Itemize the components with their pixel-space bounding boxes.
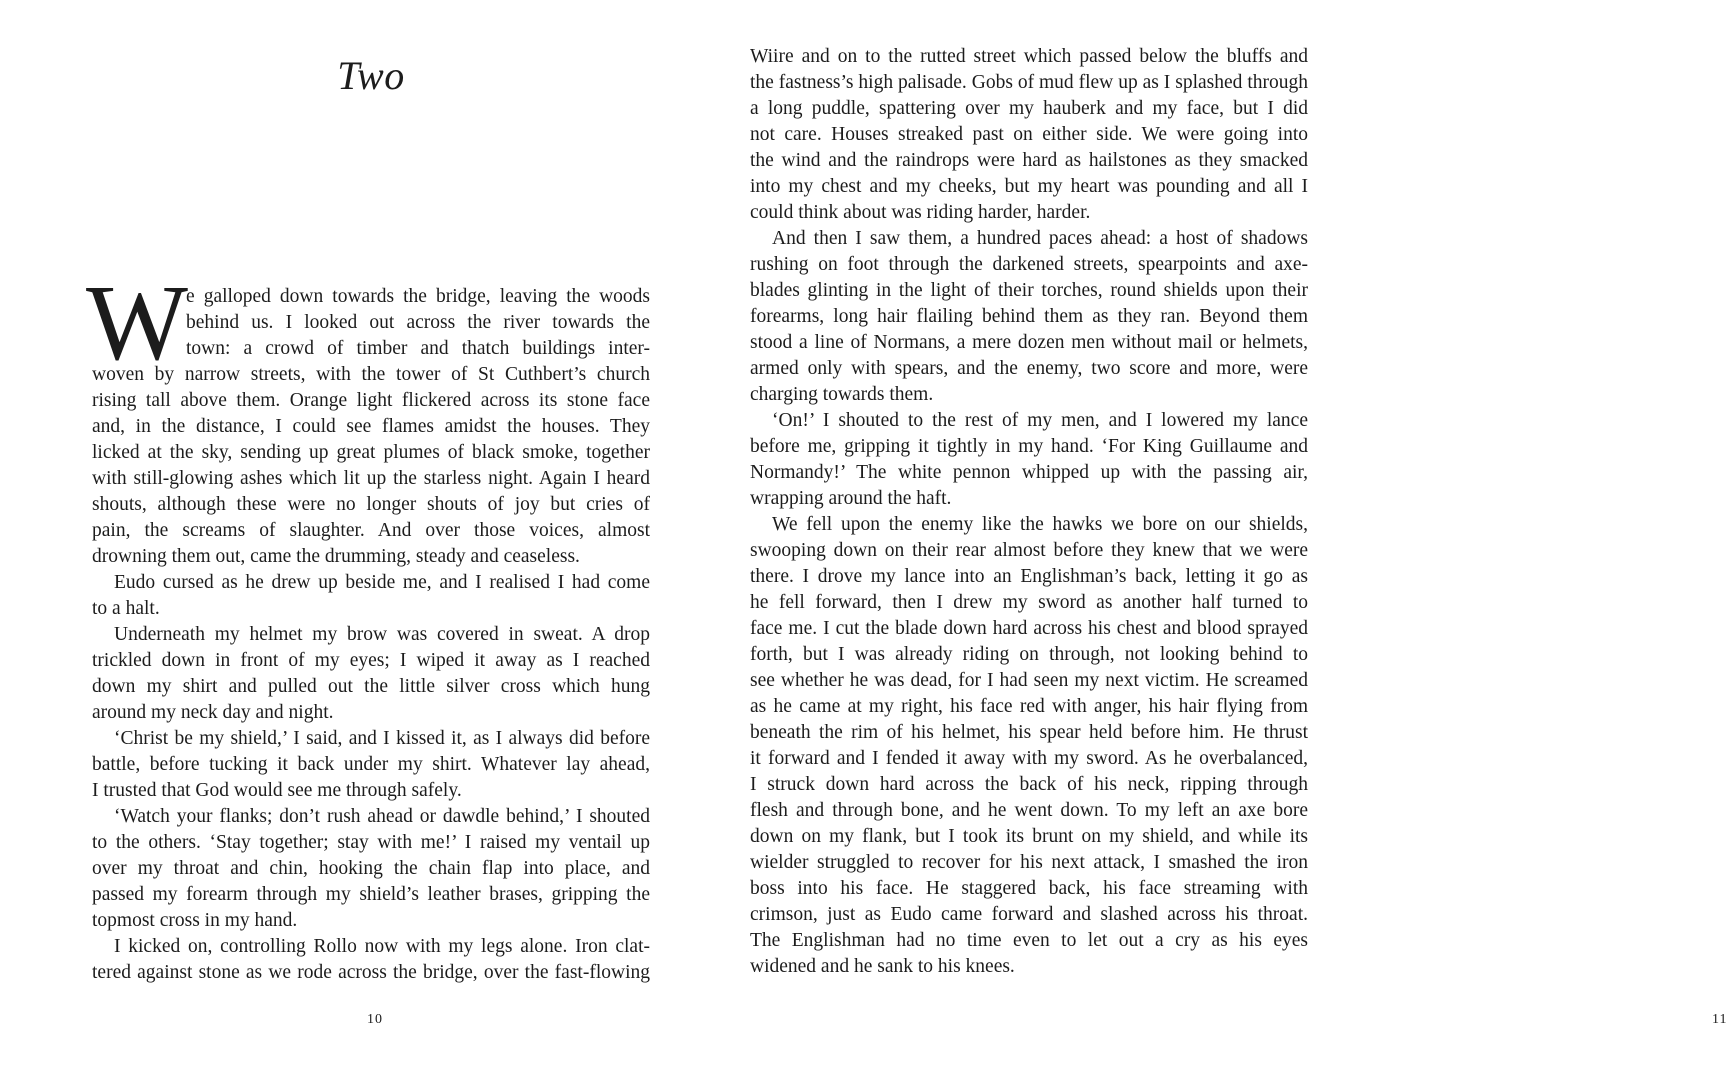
- text-line: rushing on foot through the darkened streets, spearpoints and axe-: [750, 254, 1308, 275]
- text-line: behind us. I looked out across the river towards the: [186, 312, 650, 333]
- text-line: to the others. ‘Stay together; stay with me!’ I raised my ventail up: [92, 832, 650, 853]
- drop-cap: W: [86, 264, 188, 383]
- text-line: Normandy!’ The white pennon whipped up with the passing air,: [750, 462, 1308, 483]
- text-line: Eudo cursed as he drew up beside me, and I realised I had come: [114, 572, 650, 593]
- page-number-left: 10: [367, 1012, 383, 1027]
- text-line: armed only with spears, and the enemy, two score and more, were: [750, 358, 1308, 379]
- text-line: the fastness’s high palisade. Gobs of mud flew up as I splashed through: [750, 72, 1308, 93]
- text-line: town: a crowd of timber and thatch buildings inter-: [186, 338, 650, 359]
- text-line: the wind and the raindrops were hard as hailstones as they smacked: [750, 150, 1308, 171]
- chapter-title: Two: [337, 53, 405, 98]
- text-line: it forward and I fended it away with my sword. As he overbalanced,: [750, 748, 1308, 769]
- text-line: with still-glowing ashes which lit up the starless night. Again I heard: [92, 468, 650, 489]
- text-line: We fell upon the enemy like the hawks we bore on our shields,: [772, 514, 1308, 535]
- text-line: he fell forward, then I drew my sword as another half turned to: [750, 592, 1308, 613]
- text-line: face me. I cut the blade down hard across his chest and blood sprayed: [750, 618, 1308, 639]
- text-line: tered against stone as we rode across the bridge, over the fast-flowing: [92, 962, 650, 983]
- text-line: over my throat and chin, hooking the chain flap into place, and: [92, 858, 650, 879]
- text-line: wielder struggled to recover for his next attack, I smashed the iron: [750, 852, 1308, 873]
- text-line: swooping down on their rear almost before they knew that we were: [750, 540, 1308, 561]
- text-line: woven by narrow streets, with the tower of St Cuthbert’s church: [92, 364, 650, 385]
- text-line: down on my flank, but I took its brunt on my shield, and while its: [750, 826, 1308, 847]
- text-line: ‘Watch your flanks; don’t rush ahead or dawdle behind,’ I shouted: [114, 806, 650, 827]
- text-line: Underneath my helmet my brow was covered in sweat. A drop: [114, 624, 650, 645]
- text-line: ‘On!’ I shouted to the rest of my men, and I lowered my lance: [772, 410, 1308, 431]
- text-line: as he came at my right, his face red with anger, his hair flying from: [750, 696, 1308, 717]
- text-line: drowning them out, came the drumming, steady and ceaseless.: [92, 546, 580, 567]
- text-line: around my neck day and night.: [92, 702, 334, 723]
- text-line: forth, but I was already riding on through, not looking behind to: [750, 644, 1308, 665]
- text-line: licked at the sky, sending up great plumes of black smoke, together: [92, 442, 650, 463]
- text-line: forearms, long hair flailing behind them as they ran. Beyond them: [750, 306, 1308, 327]
- text-line: battle, before tucking it back under my shirt. Whatever lay ahead,: [92, 754, 650, 775]
- text-line: see whether he was dead, for I had seen my next victim. He screamed: [750, 670, 1308, 691]
- right-page: [694, 0, 1727, 1080]
- left-page: [0, 0, 694, 1080]
- text-line: crimson, just as Eudo came forward and slashed across his throat.: [750, 904, 1308, 925]
- text-line: beneath the rim of his helmet, his spear held before him. He thrust: [750, 722, 1308, 743]
- text-line: before me, gripping it tightly in my hand. ‘For King Guillaume and: [750, 436, 1308, 457]
- text-line: And then I saw them, a hundred paces ahead: a host of shadows: [772, 228, 1308, 249]
- text-line: e galloped down towards the bridge, leaving the woods: [186, 286, 650, 307]
- left-page-text: [86, 264, 650, 986]
- text-line: there. I drove my lance into an Englishman’s back, letting it go as: [750, 566, 1308, 587]
- text-line: pain, the screams of slaughter. And over those voices, almost: [92, 520, 650, 541]
- text-line: I struck down hard across the back of his neck, ripping through: [750, 774, 1308, 795]
- text-line: flesh and through bone, and he went down. To my left an axe bore: [750, 800, 1308, 821]
- text-line: and, in the distance, I could see flames amidst the houses. They: [92, 416, 650, 437]
- text-line: into my chest and my cheeks, but my heart was pounding and all I: [750, 176, 1308, 197]
- text-line: down my shirt and pulled out the little silver cross which hung: [92, 676, 650, 697]
- text-line: stood a line of Normans, a mere dozen men without mail or helmets,: [750, 332, 1308, 353]
- text-line: could think about was riding harder, harder.: [750, 202, 1091, 223]
- page-number-right: 11: [1712, 1012, 1727, 1027]
- text-line: a long puddle, spattering over my hauberk and my face, but I did: [750, 98, 1308, 119]
- text-line: shouts, although these were no longer shouts of joy but cries of: [92, 494, 650, 515]
- text-line: Wiire and on to the rutted street which passed below the bluffs and: [750, 46, 1308, 67]
- text-line: passed my forearm through my shield’s leather brases, gripping the: [92, 884, 650, 905]
- right-page-text: [750, 44, 1308, 980]
- text-line: I kicked on, controlling Rollo now with my legs alone. Iron clat-: [114, 936, 650, 957]
- text-line: boss into his face. He staggered back, his face streaming with: [750, 878, 1308, 899]
- text-line: to a halt.: [92, 598, 160, 619]
- text-line: blades glinting in the light of their torches, round shields upon their: [750, 280, 1308, 301]
- text-line: I trusted that God would see me through safely.: [92, 780, 462, 801]
- text-line: trickled down in front of my eyes; I wiped it away as I reached: [92, 650, 650, 671]
- text-line: wrapping around the haft.: [750, 488, 952, 509]
- text-line: charging towards them.: [750, 384, 934, 405]
- text-line: topmost cross in my hand.: [92, 910, 298, 931]
- text-line: ‘Christ be my shield,’ I said, and I kissed it, as I always did before: [114, 728, 650, 749]
- text-line: rising tall above them. Orange light flickered across its stone face: [92, 390, 650, 411]
- text-line: not care. Houses streaked past on either side. We were going into: [750, 124, 1308, 145]
- text-line: The Englishman had no time even to let out a cry as his eyes: [750, 930, 1308, 951]
- text-line: widened and he sank to his knees.: [750, 956, 1015, 977]
